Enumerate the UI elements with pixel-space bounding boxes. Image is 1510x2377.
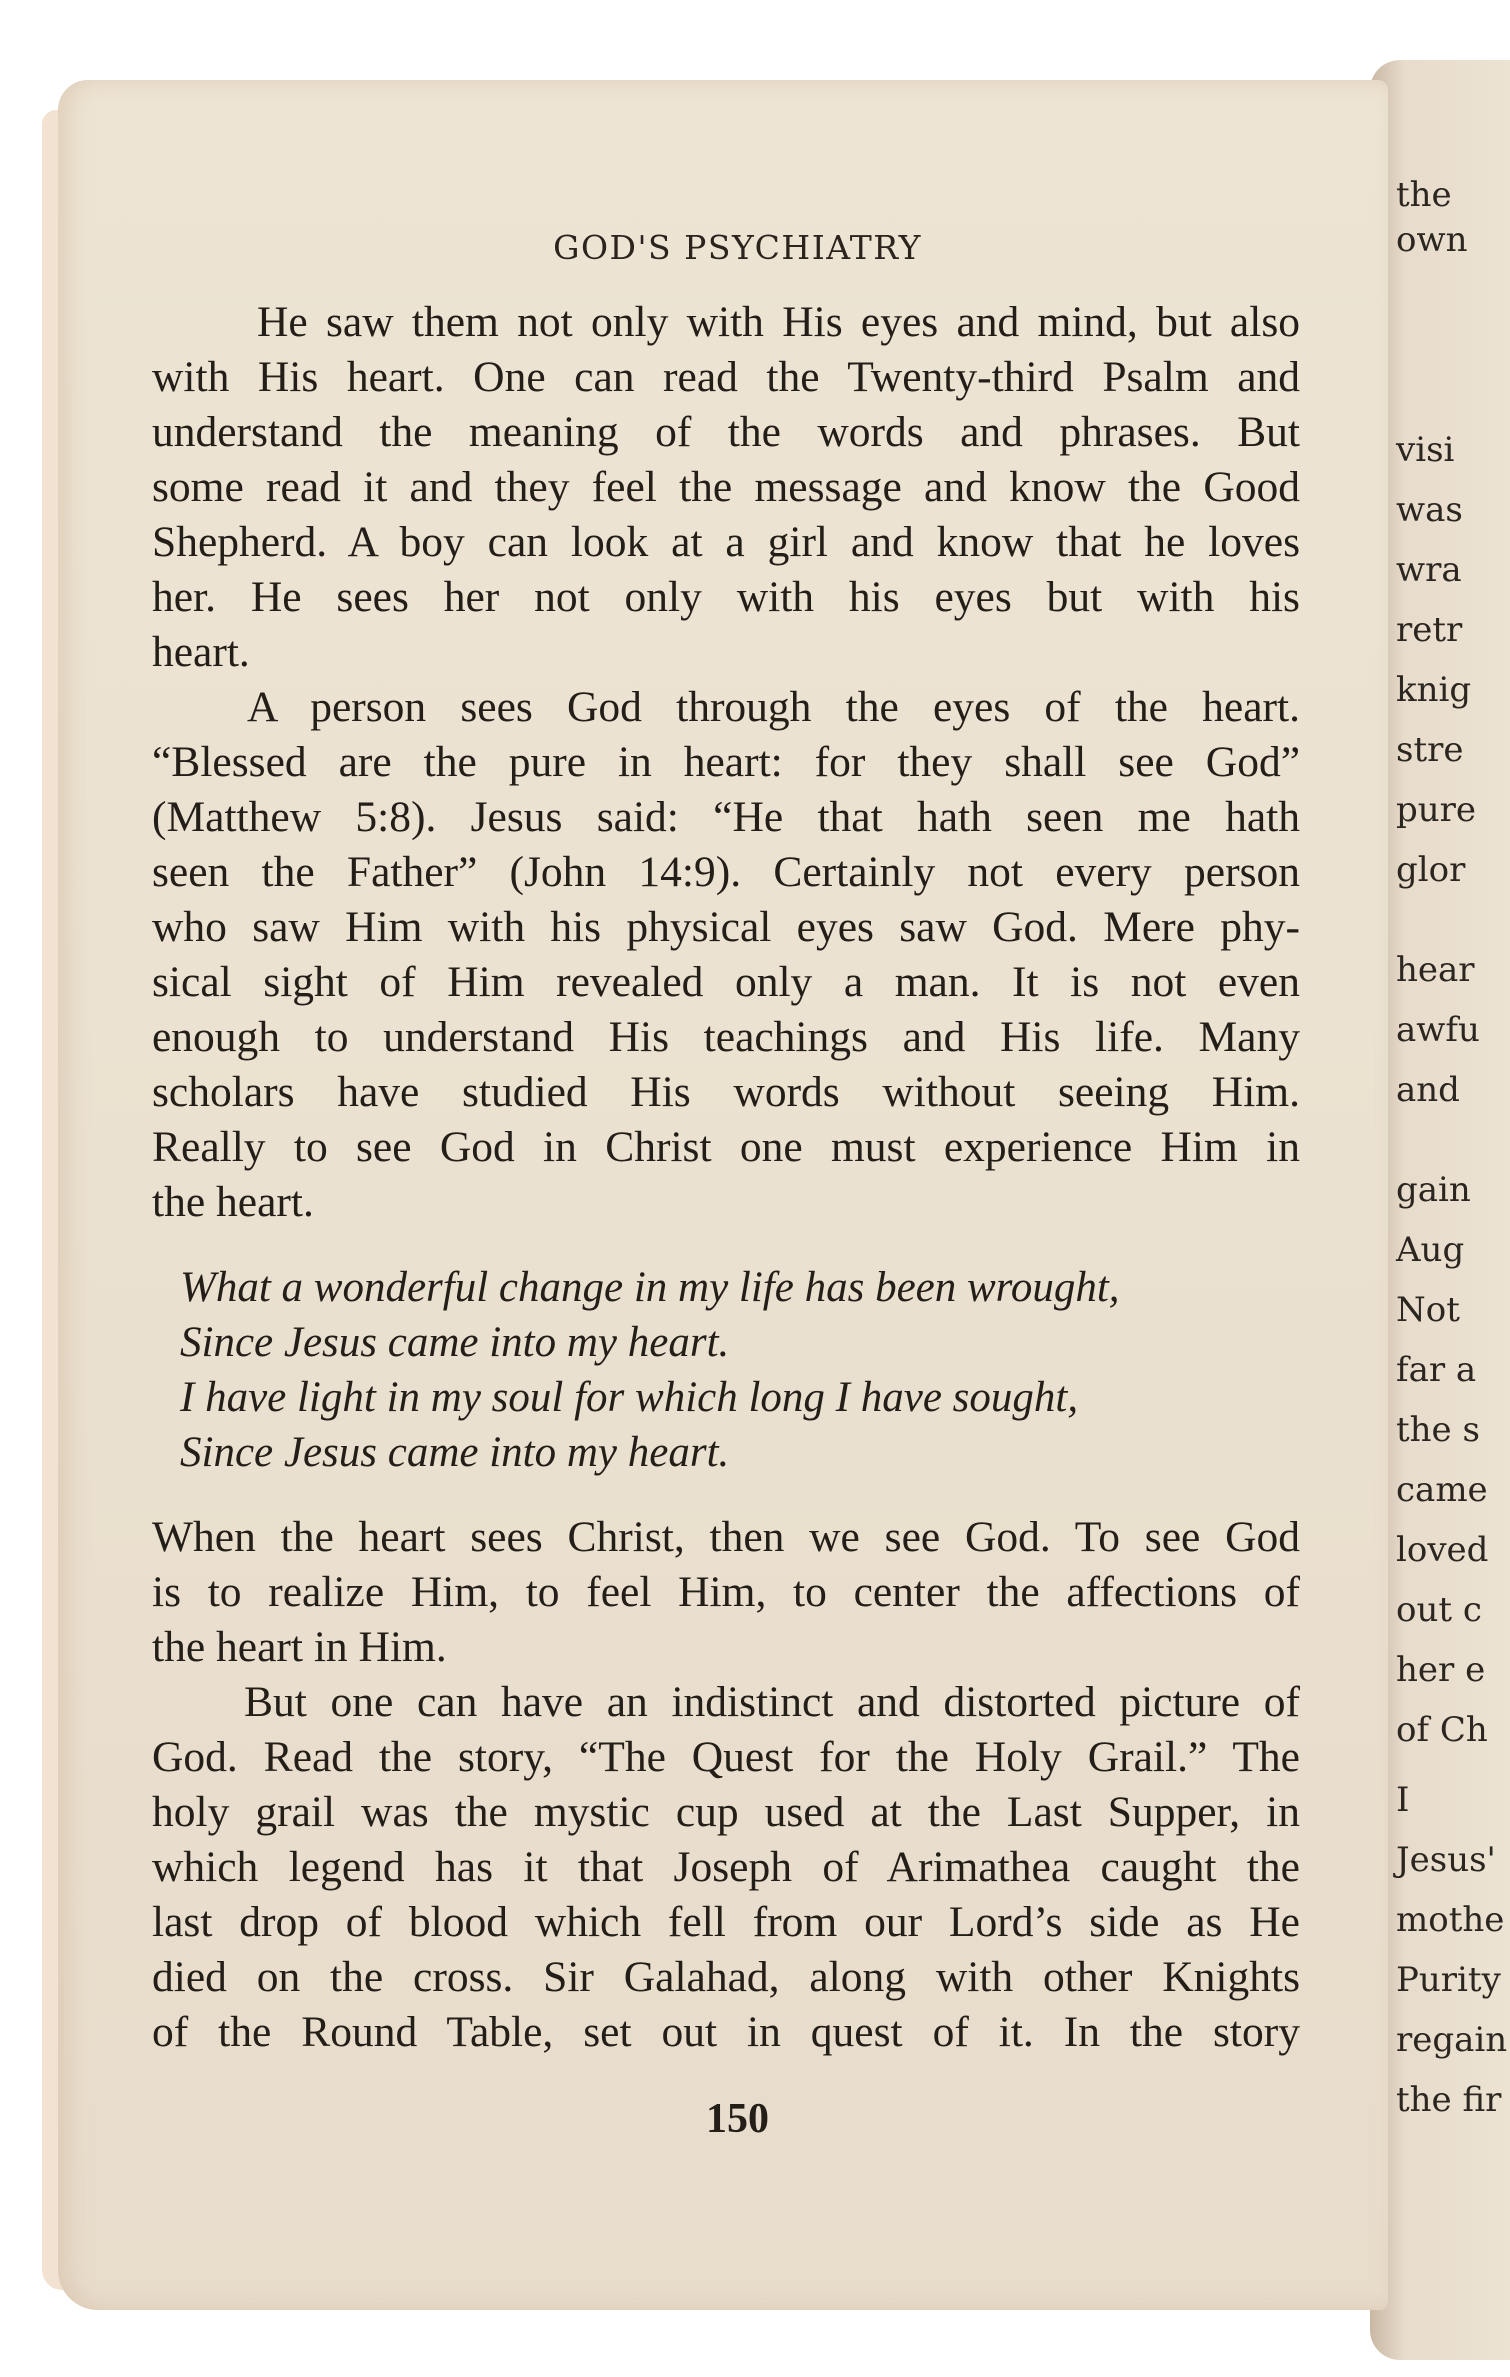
facing-fragment: Purity	[1396, 1960, 1501, 2000]
page-number: 150	[706, 2096, 769, 2142]
facing-fragment: of Ch	[1396, 1710, 1488, 1750]
text-line: A person sees God through the eyes of the heart.	[247, 683, 1300, 731]
facing-fragment: the fir	[1396, 2080, 1502, 2120]
text-line: died on the cross. Sir Galahad, along with other Knights	[152, 1953, 1300, 2001]
text-line: When the heart sees Christ, then we see God. To see God	[152, 1513, 1300, 1561]
facing-fragment: far a	[1396, 1350, 1477, 1390]
facing-fragment: Not	[1396, 1290, 1460, 1330]
text-line: last drop of blood which fell from our Lord’s side as He	[152, 1898, 1300, 1946]
facing-fragment: Aug	[1396, 1230, 1465, 1270]
text-line: Shepherd. A boy can look at a girl and know that he loves	[152, 518, 1300, 566]
paragraph-2	[152, 680, 1300, 1230]
text-line: He saw them not only with His eyes and mind, but also	[257, 298, 1300, 346]
text-line: seen the Father” (John 14:9). Certainly not every person	[152, 848, 1300, 896]
text-line: is to realize Him, to feel Him, to center the affections of	[152, 1568, 1300, 1616]
poem-stanza	[180, 1260, 1300, 1480]
text-line: the heart in Him.	[152, 1623, 447, 1671]
text-line: which legend has it that Joseph of Arimathea caught the	[152, 1843, 1300, 1891]
facing-fragment: pure	[1396, 790, 1477, 830]
facing-fragment: and	[1396, 1070, 1460, 1110]
text-line: enough to understand His teachings and His life. Many	[152, 1013, 1300, 1061]
text-line: holy grail was the mystic cup used at the Last Supper, in	[152, 1788, 1300, 1836]
facing-fragment: regain	[1396, 2020, 1508, 2060]
body-text	[152, 295, 1300, 2060]
facing-fragment: came	[1396, 1470, 1488, 1510]
facing-fragment: her e	[1396, 1650, 1486, 1690]
poem-line: I have light in my soul for which long I have sought,	[180, 1374, 1079, 1421]
poem-line: What a wonderful change in my life has been wrought,	[180, 1264, 1120, 1311]
text-line: with His heart. One can read the Twenty-third Psalm and	[152, 353, 1300, 401]
text-line: God. Read the story, “The Quest for the Holy Grail.” The	[152, 1733, 1300, 1781]
facing-fragment: stre	[1396, 730, 1464, 770]
facing-fragment: awfu	[1396, 1010, 1480, 1050]
running-head: GOD'S PSYCHIATRY	[553, 228, 922, 267]
facing-fragment: I	[1396, 1780, 1410, 1820]
text-line: But one can have an indistinct and distorted picture of	[244, 1678, 1300, 1726]
facing-fragment: visi	[1396, 430, 1455, 470]
facing-fragment: hear	[1396, 950, 1475, 990]
paragraph-1	[152, 295, 1300, 680]
facing-fragment: the	[1396, 175, 1452, 215]
facing-fragment: knig	[1396, 670, 1472, 710]
text-line: sical sight of Him revealed only a man. It is not even	[152, 958, 1300, 1006]
facing-fragment: mothe	[1396, 1900, 1505, 1940]
facing-fragment: retr	[1396, 610, 1463, 650]
poem-line: Since Jesus came into my heart.	[180, 1429, 730, 1476]
text-line: “Blessed are the pure in heart: for they shall see God”	[152, 738, 1300, 786]
text-line: her. He sees her not only with his eyes but with his	[152, 573, 1300, 621]
text-line: scholars have studied His words without seeing Him.	[152, 1068, 1300, 1116]
text-line: (Matthew 5:8). Jesus said: “He that hath seen me hath	[152, 793, 1300, 841]
facing-fragment: Jesus'	[1396, 1840, 1496, 1880]
paragraph-4	[152, 1675, 1300, 2060]
facing-fragment: wra	[1396, 550, 1462, 590]
facing-fragment: own	[1396, 220, 1468, 260]
text-line: some read it and they feel the message and know the Good	[152, 463, 1300, 511]
facing-fragment: gain	[1396, 1170, 1471, 1210]
text-line: Really to see God in Christ one must experience Him in	[152, 1123, 1300, 1171]
text-line: of the Round Table, set out in quest of it. In the story	[152, 2008, 1300, 2056]
facing-fragment: glor	[1396, 850, 1466, 890]
facing-fragment: was	[1396, 490, 1463, 530]
text-line: the heart.	[152, 1178, 314, 1226]
poem-line: Since Jesus came into my heart.	[180, 1319, 730, 1366]
paragraph-3	[152, 1510, 1300, 1675]
text-line: who saw Him with his physical eyes saw God. Mere phy-	[152, 903, 1300, 951]
facing-fragment: loved	[1396, 1530, 1489, 1570]
facing-page	[1370, 60, 1510, 2360]
facing-fragment: the s	[1396, 1410, 1480, 1450]
facing-fragment: out c	[1396, 1590, 1482, 1630]
text-line: heart.	[152, 628, 250, 676]
text-line: understand the meaning of the words and phrases. But	[152, 408, 1300, 456]
